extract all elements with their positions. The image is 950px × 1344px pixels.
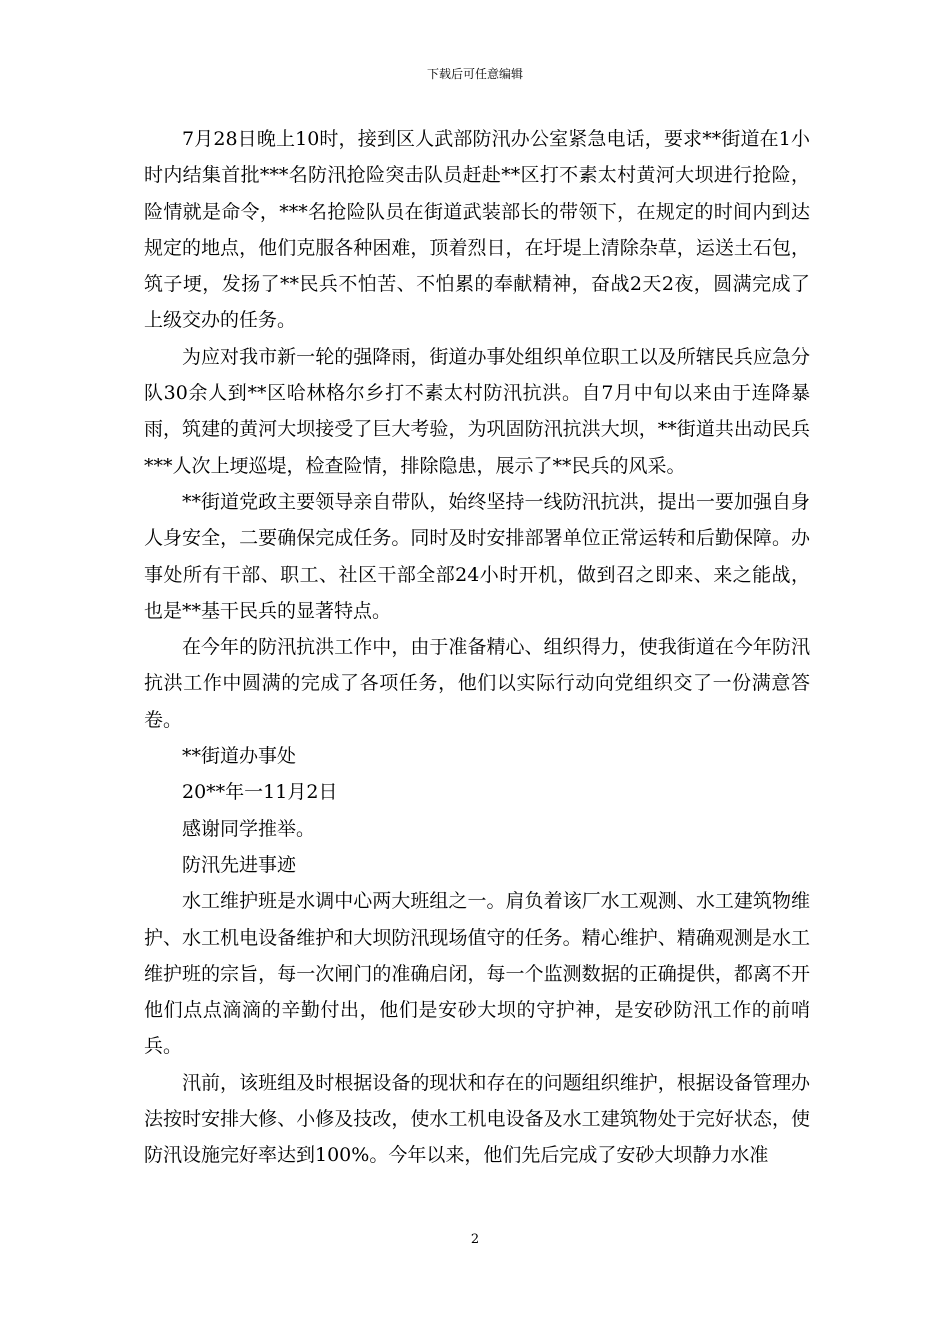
paragraph-maintenance-team: 水工维护班是水调中心两大班组之一。肩负着该厂水工观测、水工建筑物维护、水工机电设备维护和大坝防汛现场值守的任务。精心维护、精确观测是水工维护班的宗旨，每一次闸门的准确启闭，每一个监测数据的正确提供，都离不开他们点点滴滴的辛勤付出，他们是安砂大坝的守护神，是安砂防汛工作的前哨兵。 — [144, 890, 810, 1058]
page-number: 2 — [470, 1232, 480, 1247]
paragraph-pre-flood-maintenance: 汛前，该班组及时根据设备的现状和存在的问题组织维护，根据设备管理办法按时安排大修、小修及技改，使水工机电设备及水工建筑物处于完好状态，使防汛设施完好率达到100%。今年以来，他们先后完成了安砂大坝静力水准 — [144, 1071, 810, 1167]
page-header: 下载后可任意编辑 — [426, 67, 523, 81]
document-body — [144, 121, 810, 1174]
signature-office: **街道办事处 — [182, 745, 297, 768]
thanks-line: 感谢同学推举。 — [182, 817, 316, 840]
paragraph-leadership: **街道党政主要领导亲自带队，始终坚持一线防汛抗洪，提出一要加强自身人身安全，二要确保完成任务。同时及时安排部署单位正常运转和后勤保障。办事处所有干部、职工、社区干部全部24小时开机，做到召之即来、来之能战，也是**基干民兵的显著特点。 — [144, 490, 810, 622]
section-title: 防汛先进事迹 — [182, 853, 297, 876]
paragraph-summary: 在今年的防汛抗洪工作中，由于准备精心、组织得力，使我街道在今年防汛抗洪工作中圆满的完成了各项任务，他们以实际行动向党组织交了一份满意答卷。 — [144, 636, 810, 731]
paragraph-flood-rescue-call: 7月28日晚上10时，接到区人武部防汛办公室紧急电话，要求**街道在1小时内结集首批***名防汛抢险突击队员赶赴**区打不素太村黄河大坝进行抢险，险情就是命令，***名抢险队员在街道武装部长的带领下，在规定的时间内到达规定的地点，他们克服各种困难，顶着烈日，在圩堤上清除杂草，运送土石包，筑子埂，发扬了**民兵不怕苦、不怕累的奉献精神，奋战2天2夜，圆满完成了上级交办的任务。 — [144, 128, 810, 332]
paragraph-heavy-rain-response: 为应对我市新一轮的强降雨，街道办事处组织单位职工以及所辖民兵应急分队30余人到**区哈林格尔乡打不素太村防汛抗洪。自7月中旬以来由于连降暴雨，筑建的黄河大坝接受了巨大考验，为巩固防汛抗洪大坝，**街道共出动民兵***人次上埂巡堤，检查险情，排除隐患，展示了**民兵的风采。 — [144, 345, 810, 477]
signature-date: 20**年一11月2日 — [182, 781, 338, 804]
